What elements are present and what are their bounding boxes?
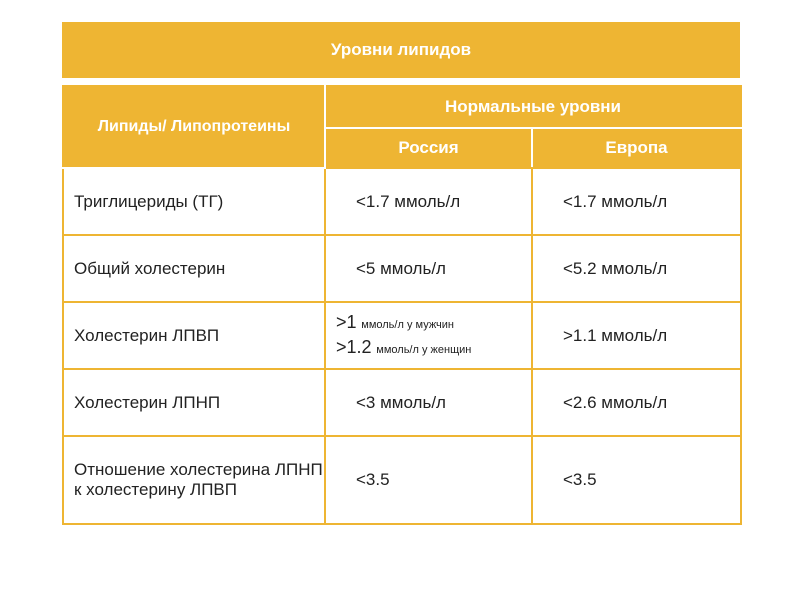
row-europe-value: <1.7 ммоль/л <box>532 168 741 235</box>
row-russia-value: <3 ммоль/л <box>325 369 532 436</box>
russia-women-line <box>336 336 531 361</box>
table-row <box>63 436 741 524</box>
row-europe-value: >1.1 ммоль/л <box>532 302 741 369</box>
table-title-text: Уровни липидов <box>330 40 472 59</box>
russia-women-value: >1.2 <box>336 336 372 357</box>
table-title <box>62 22 740 78</box>
header-lipids-label: Липиды/ Липопротеины <box>97 118 291 135</box>
russia-men-line <box>336 311 531 336</box>
table-row <box>63 168 741 235</box>
table-row <box>63 302 741 369</box>
header-normal-levels <box>325 86 741 128</box>
row-russia-value <box>325 302 532 369</box>
row-russia-value: <5 ммоль/л <box>325 235 532 302</box>
row-russia-value: <3.5 <box>325 436 532 524</box>
row-russia-value: <1.7 ммоль/л <box>325 168 532 235</box>
header-europe <box>532 128 741 168</box>
header-europe-label: Европа <box>605 138 668 157</box>
header-russia-label: Россия <box>398 138 459 157</box>
lipid-levels-table <box>62 85 742 525</box>
row-name: Холестерин ЛПВП <box>63 302 325 369</box>
row-name: Отношение холестерина ЛПНП к холестерину ЛПВП <box>63 436 325 524</box>
russia-men-unit: ммоль/л у мужчин <box>361 318 454 331</box>
row-europe-value: <2.6 ммоль/л <box>532 369 741 436</box>
row-name: Общий холестерин <box>63 235 325 302</box>
row-name: Холестерин ЛПНП <box>63 369 325 436</box>
table-row <box>63 369 741 436</box>
russia-men-value: >1 <box>336 311 357 332</box>
russia-women-unit: ммоль/л у женщин <box>376 343 472 356</box>
row-europe-value: <3.5 <box>532 436 741 524</box>
header-lipids <box>63 86 325 168</box>
header-normal-levels-label: Нормальные уровни <box>445 97 622 116</box>
header-russia <box>325 128 532 168</box>
row-europe-value: <5.2 ммоль/л <box>532 235 741 302</box>
row-name: Триглицериды (ТГ) <box>63 168 325 235</box>
table-row <box>63 235 741 302</box>
